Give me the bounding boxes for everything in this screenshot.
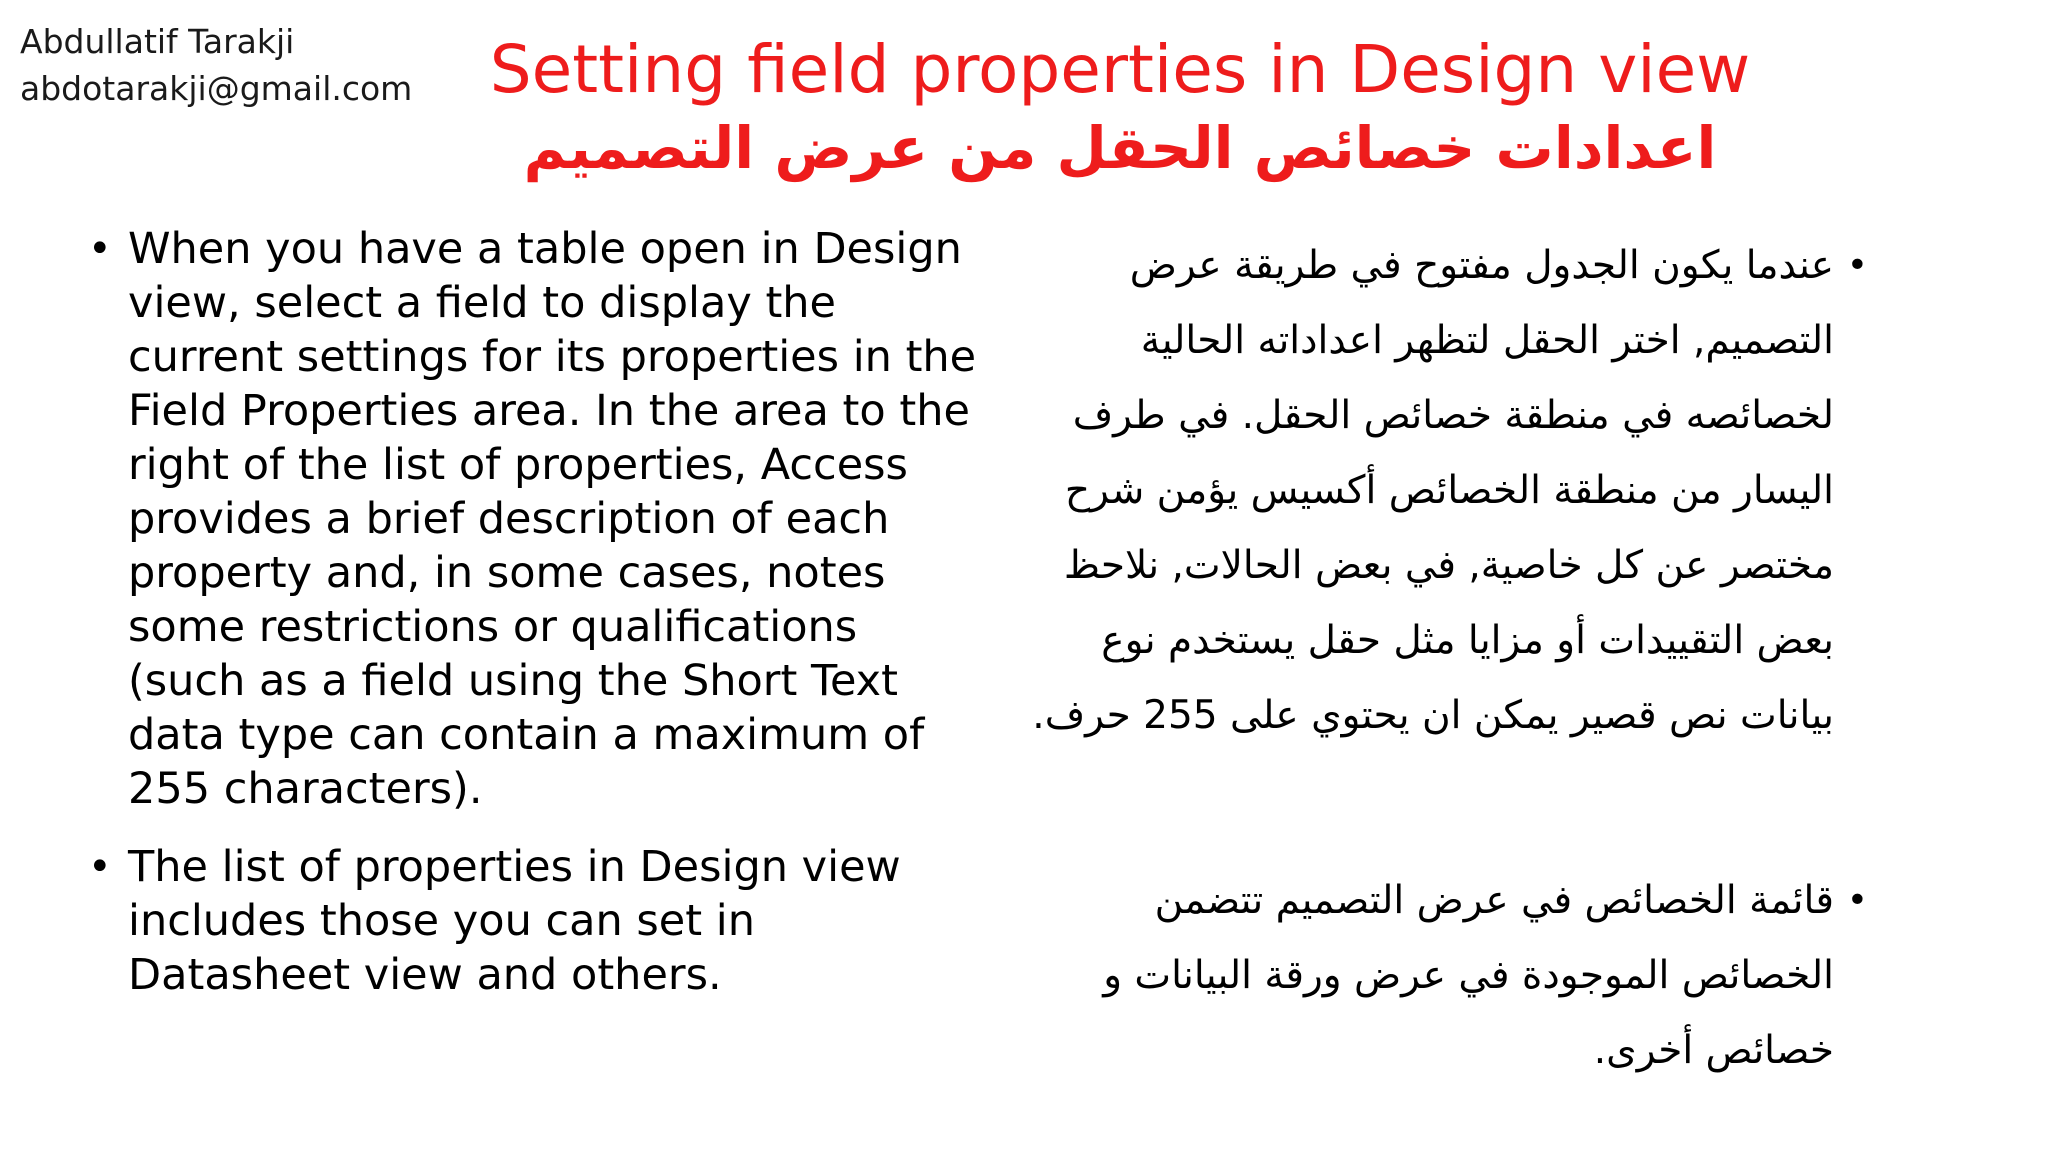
author-email: abdotarakji@gmail.com (20, 69, 413, 108)
english-bullet-item (88, 222, 988, 816)
english-bullet-item (88, 840, 988, 1002)
arabic-bullet-item (1018, 863, 1868, 1088)
bullet-icon: • (1846, 880, 1868, 921)
bullet-icon: • (88, 844, 112, 890)
author-block (20, 18, 412, 112)
english-bullet-list (88, 222, 988, 1026)
arabic-bullet-text: قائمة الخصائص في عرض التصميم تتضمن الخصائص الموجودة في عرض ورقة البيانات و خصائص أخرى. (1103, 878, 1834, 1073)
arabic-bullet-item (1018, 228, 1868, 753)
bullet-icon: • (1846, 245, 1868, 286)
slide-title-arabic: اعدادات خصائص الحقل من عرض التصميم (523, 114, 1717, 182)
english-bullet-text: The list of properties in Design view includes those you can set in Datasheet view and others. (128, 842, 901, 1000)
arabic-bullet-text: عندما يكون الجدول مفتوح في طريقة عرض التصميم, اختر الحقل لتظهر اعداداته الحالية لخصائصه في منطقة خصائص الحقل. في طرف اليسار من منطقة الخصائص أكسيس يؤمن شرح مختصر عن كل خاصية, في بعض الحالات, نلاحظ بعض التقييدات أو مزايا مثل حقل يستخدم نوع بيانات نص قصير يمكن ان يحتوي على 255 حرف. (1032, 243, 1834, 738)
english-bullet-text: When you have a table open in Design view, select a field to display the current settings for its properties in the Field Properties area. In the area to the right of the list of properties, Access provides a brief description of each property and, in some cases, notes some restrictions or qualifications (such as a field using the Short Text data type can contain a maximum of 255 characters). (128, 224, 977, 814)
slide-title-english: Setting field properties in Design view (489, 31, 1751, 108)
author-name: Abdullatif Tarakji (20, 22, 295, 61)
bullet-icon: • (88, 226, 112, 272)
arabic-bullet-list (1018, 228, 1868, 1088)
